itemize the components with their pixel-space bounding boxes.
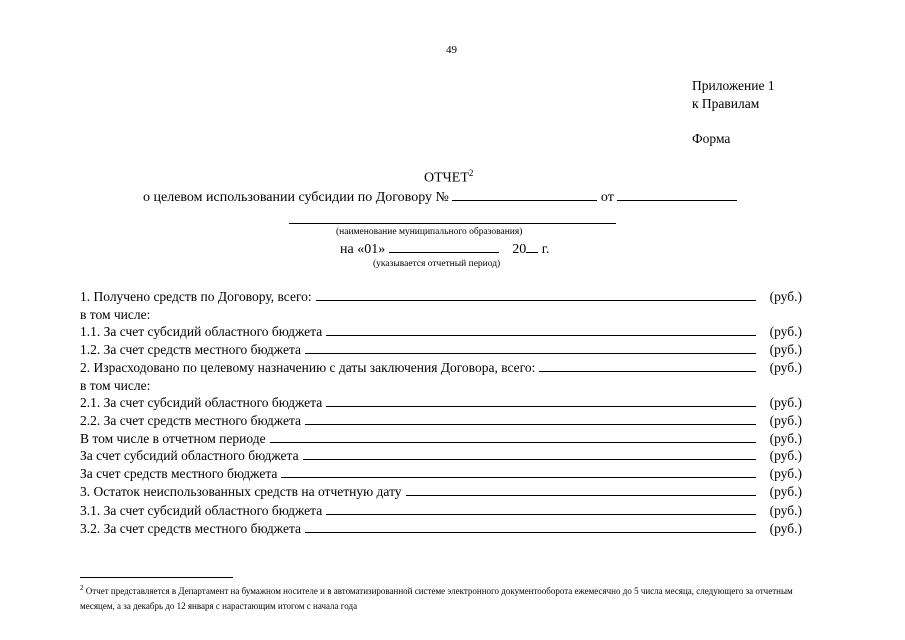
report-row	[80, 324, 802, 340]
report-title: ОТЧЕТ$^2$	[424, 168, 474, 186]
amount-blank[interactable]	[326, 396, 756, 407]
report-row	[80, 342, 802, 358]
amount-blank[interactable]	[326, 325, 756, 336]
report-month-blank[interactable]	[389, 240, 499, 253]
report-row	[80, 395, 802, 411]
unit-label: (руб.)	[769, 521, 802, 536]
footnote-mark: 2	[468, 168, 474, 178]
report-row	[80, 307, 150, 323]
unit-label: (руб.)	[769, 448, 802, 463]
unit-label: (руб.)	[769, 395, 802, 410]
amount-blank[interactable]	[326, 504, 756, 515]
report-date-line: на «01» 20 г.	[340, 242, 550, 257]
period-caption: (указывается отчетный период)	[373, 259, 501, 269]
report-row	[80, 503, 802, 519]
amount-blank[interactable]	[305, 343, 756, 354]
amount-blank[interactable]	[305, 522, 756, 533]
page-number: 49	[446, 44, 457, 56]
report-subtitle: о целевом использовании субсидии по Договору № от	[143, 188, 737, 206]
report-row-label: в том числе:	[80, 378, 151, 393]
report-row-label: 1.2. За счет средств местного бюджета	[80, 342, 301, 357]
unit-label: (руб.)	[769, 324, 802, 339]
appendix-line-2: к Правилам	[692, 96, 760, 111]
report-row-label: 3. Остаток неиспользованных средств на отчетную дату	[80, 484, 402, 499]
appendix-line-1: Приложение 1	[692, 78, 775, 93]
amount-blank[interactable]	[305, 414, 756, 425]
report-row-label: 2.1. За счет субсидий областного бюджета	[80, 395, 323, 410]
amount-blank[interactable]	[406, 485, 756, 496]
contract-date-blank[interactable]	[617, 188, 737, 201]
amount-blank[interactable]	[539, 361, 756, 372]
unit-label: (руб.)	[769, 360, 802, 375]
amount-blank[interactable]	[281, 467, 756, 478]
report-row	[80, 448, 802, 464]
form-label: Форма	[692, 131, 731, 146]
report-row-label: 3.1. За счет субсидий областного бюджета	[80, 503, 323, 518]
report-row-label: в том числе:	[80, 307, 151, 322]
amount-blank[interactable]	[270, 432, 756, 443]
report-row-label: 2. Израсходовано по целевому назначению с даты заключения Договора, всего:	[80, 360, 536, 375]
unit-label: (руб.)	[769, 484, 802, 499]
report-row-label: 1.1. За счет субсидий областного бюджета	[80, 324, 323, 339]
footnote-separator	[80, 577, 233, 578]
report-row-label: За счет средств местного бюджета	[80, 466, 278, 481]
report-row	[80, 431, 802, 447]
report-row	[80, 378, 150, 394]
unit-label: (руб.)	[769, 289, 802, 304]
report-row	[80, 521, 802, 537]
contract-number-blank[interactable]	[452, 188, 597, 201]
report-row-label: В том числе в отчетном периоде	[80, 431, 266, 446]
report-row	[80, 289, 802, 305]
report-row	[80, 484, 802, 500]
footnote: $^2$ Отчет представляется в Департамент на бумажном носителе и в автоматизированной системе электронного документооборота ежемесячно до 5 числа месяца, следующего за отчетным месяцем, а за декабрь до 12 января с нарастающим итогом с начала года	[80, 584, 793, 611]
unit-label: (руб.)	[769, 431, 802, 446]
amount-blank[interactable]	[316, 290, 756, 301]
report-year-blank[interactable]	[526, 240, 538, 253]
report-row	[80, 413, 802, 429]
unit-label: (руб.)	[769, 466, 802, 481]
report-row	[80, 360, 802, 376]
municipality-blank[interactable]	[289, 223, 616, 224]
municipality-caption: (наименование муниципального образования)	[336, 227, 523, 237]
amount-blank[interactable]	[303, 449, 756, 460]
unit-label: (руб.)	[769, 413, 802, 428]
report-row	[80, 466, 802, 482]
unit-label: (руб.)	[769, 503, 802, 518]
unit-label: (руб.)	[769, 342, 802, 357]
report-row-label: За счет субсидий областного бюджета	[80, 448, 299, 463]
report-row-label: 3.2. За счет средств местного бюджета	[80, 521, 301, 536]
report-row-label: 2.2. За счет средств местного бюджета	[80, 413, 301, 428]
report-row-label: 1. Получено средств по Договору, всего:	[80, 289, 312, 304]
